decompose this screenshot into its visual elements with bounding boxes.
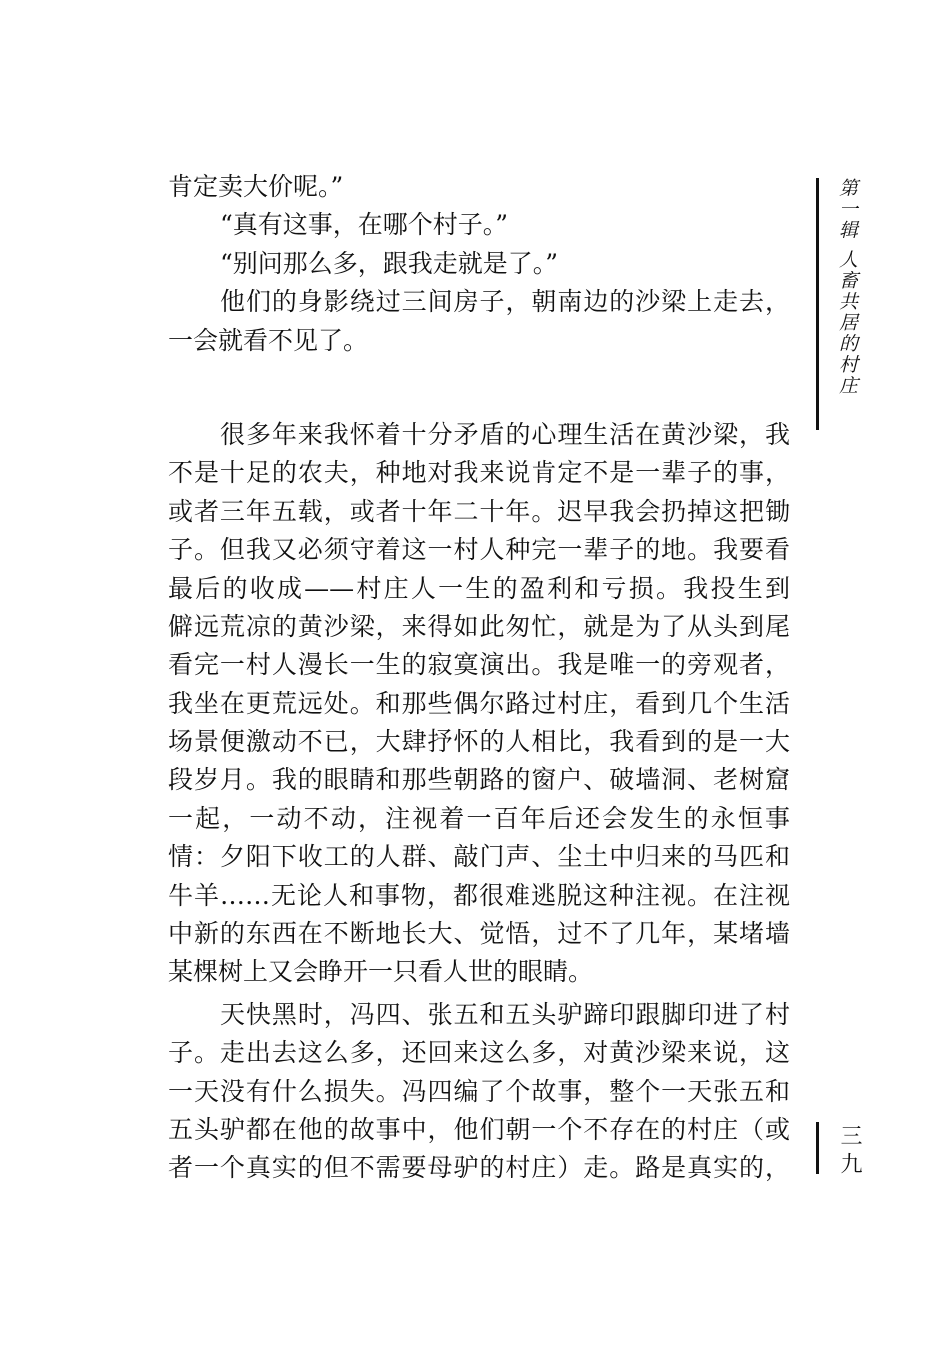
text-line: 我坐在更荒远处。和那些偶尔路过村庄，看到几个生活: [168, 688, 790, 718]
text-line: “别问那么多，跟我走就是了。”: [220, 248, 559, 278]
text-line: 中新的东西在不断地长大、觉悟，过不了几年，某堵墙: [168, 919, 790, 949]
text-line: 不是十足的农夫，种地对我来说肯定不是一辈子的事，: [168, 458, 790, 488]
text-line: 或者三年五载，或者十年二十年。迟早我会扔掉这把锄: [168, 496, 790, 526]
text-line: 者一个真实的但不需要母驴的村庄）走。路是真实的，: [168, 1153, 790, 1183]
text-line: 肯定卖大价呢。”: [168, 172, 344, 201]
text-line: 某棵树上又会睁开一只看人世的眼睛。: [168, 957, 594, 987]
text-line: 五头驴都在他的故事中，他们朝一个不存在的村庄（或: [168, 1114, 790, 1144]
text-line: 很多年来我怀着十分矛盾的心理生活在黄沙梁，我: [220, 419, 790, 449]
text-line: 一起，一动不动，注视着一百年后还会发生的永恒事: [168, 803, 790, 833]
page-number: 三九: [837, 1124, 862, 1180]
sidebar-rule-bottom: [816, 1122, 819, 1174]
text-line: 看完一村人漫长一生的寂寞演出。我是唯一的旁观者，: [168, 650, 790, 680]
body-text: [168, 168, 790, 1188]
running-head: 第一辑 人畜共居的村庄: [836, 178, 858, 397]
text-line: 一天没有什么损失。冯四编了个故事，整个一天张五和: [168, 1076, 790, 1106]
text-line: “真有这事，在哪个村子。”: [220, 210, 509, 240]
text-line: 他们的身影绕过三间房子，朝南边的沙梁上走去，: [220, 287, 790, 317]
text-line: 情：夕阳下收工的人群、敲门声、尘土中归来的马匹和: [168, 842, 790, 872]
text-line: 场景便激动不已，大肆抒怀的人相比，我看到的是一大: [168, 727, 790, 757]
text-line: 牛羊……无论人和事物，都很难逃脱这种注视。在注视: [168, 880, 790, 910]
text-line: 天快黑时，冯四、张五和五头驴蹄印跟脚印进了村: [220, 999, 790, 1029]
text-line: 子。但我又必须守着这一村人种完一辈子的地。我要看: [168, 535, 790, 565]
text-line: 最后的收成——村庄人一生的盈利和亏损。我投生到: [168, 573, 790, 603]
text-line: 子。走出去这么多，还回来这么多，对黄沙梁来说，这: [168, 1038, 790, 1068]
text-line: 僻远荒凉的黄沙梁，来得如此匆忙，就是为了从头到尾: [168, 611, 790, 641]
text-line: 段岁月。我的眼睛和那些朝路的窗户、破墙洞、老树窟: [168, 765, 790, 795]
section-break: [168, 360, 790, 416]
text-line: 一会就看不见了。: [168, 325, 369, 355]
sidebar-rule-top: [816, 178, 819, 430]
